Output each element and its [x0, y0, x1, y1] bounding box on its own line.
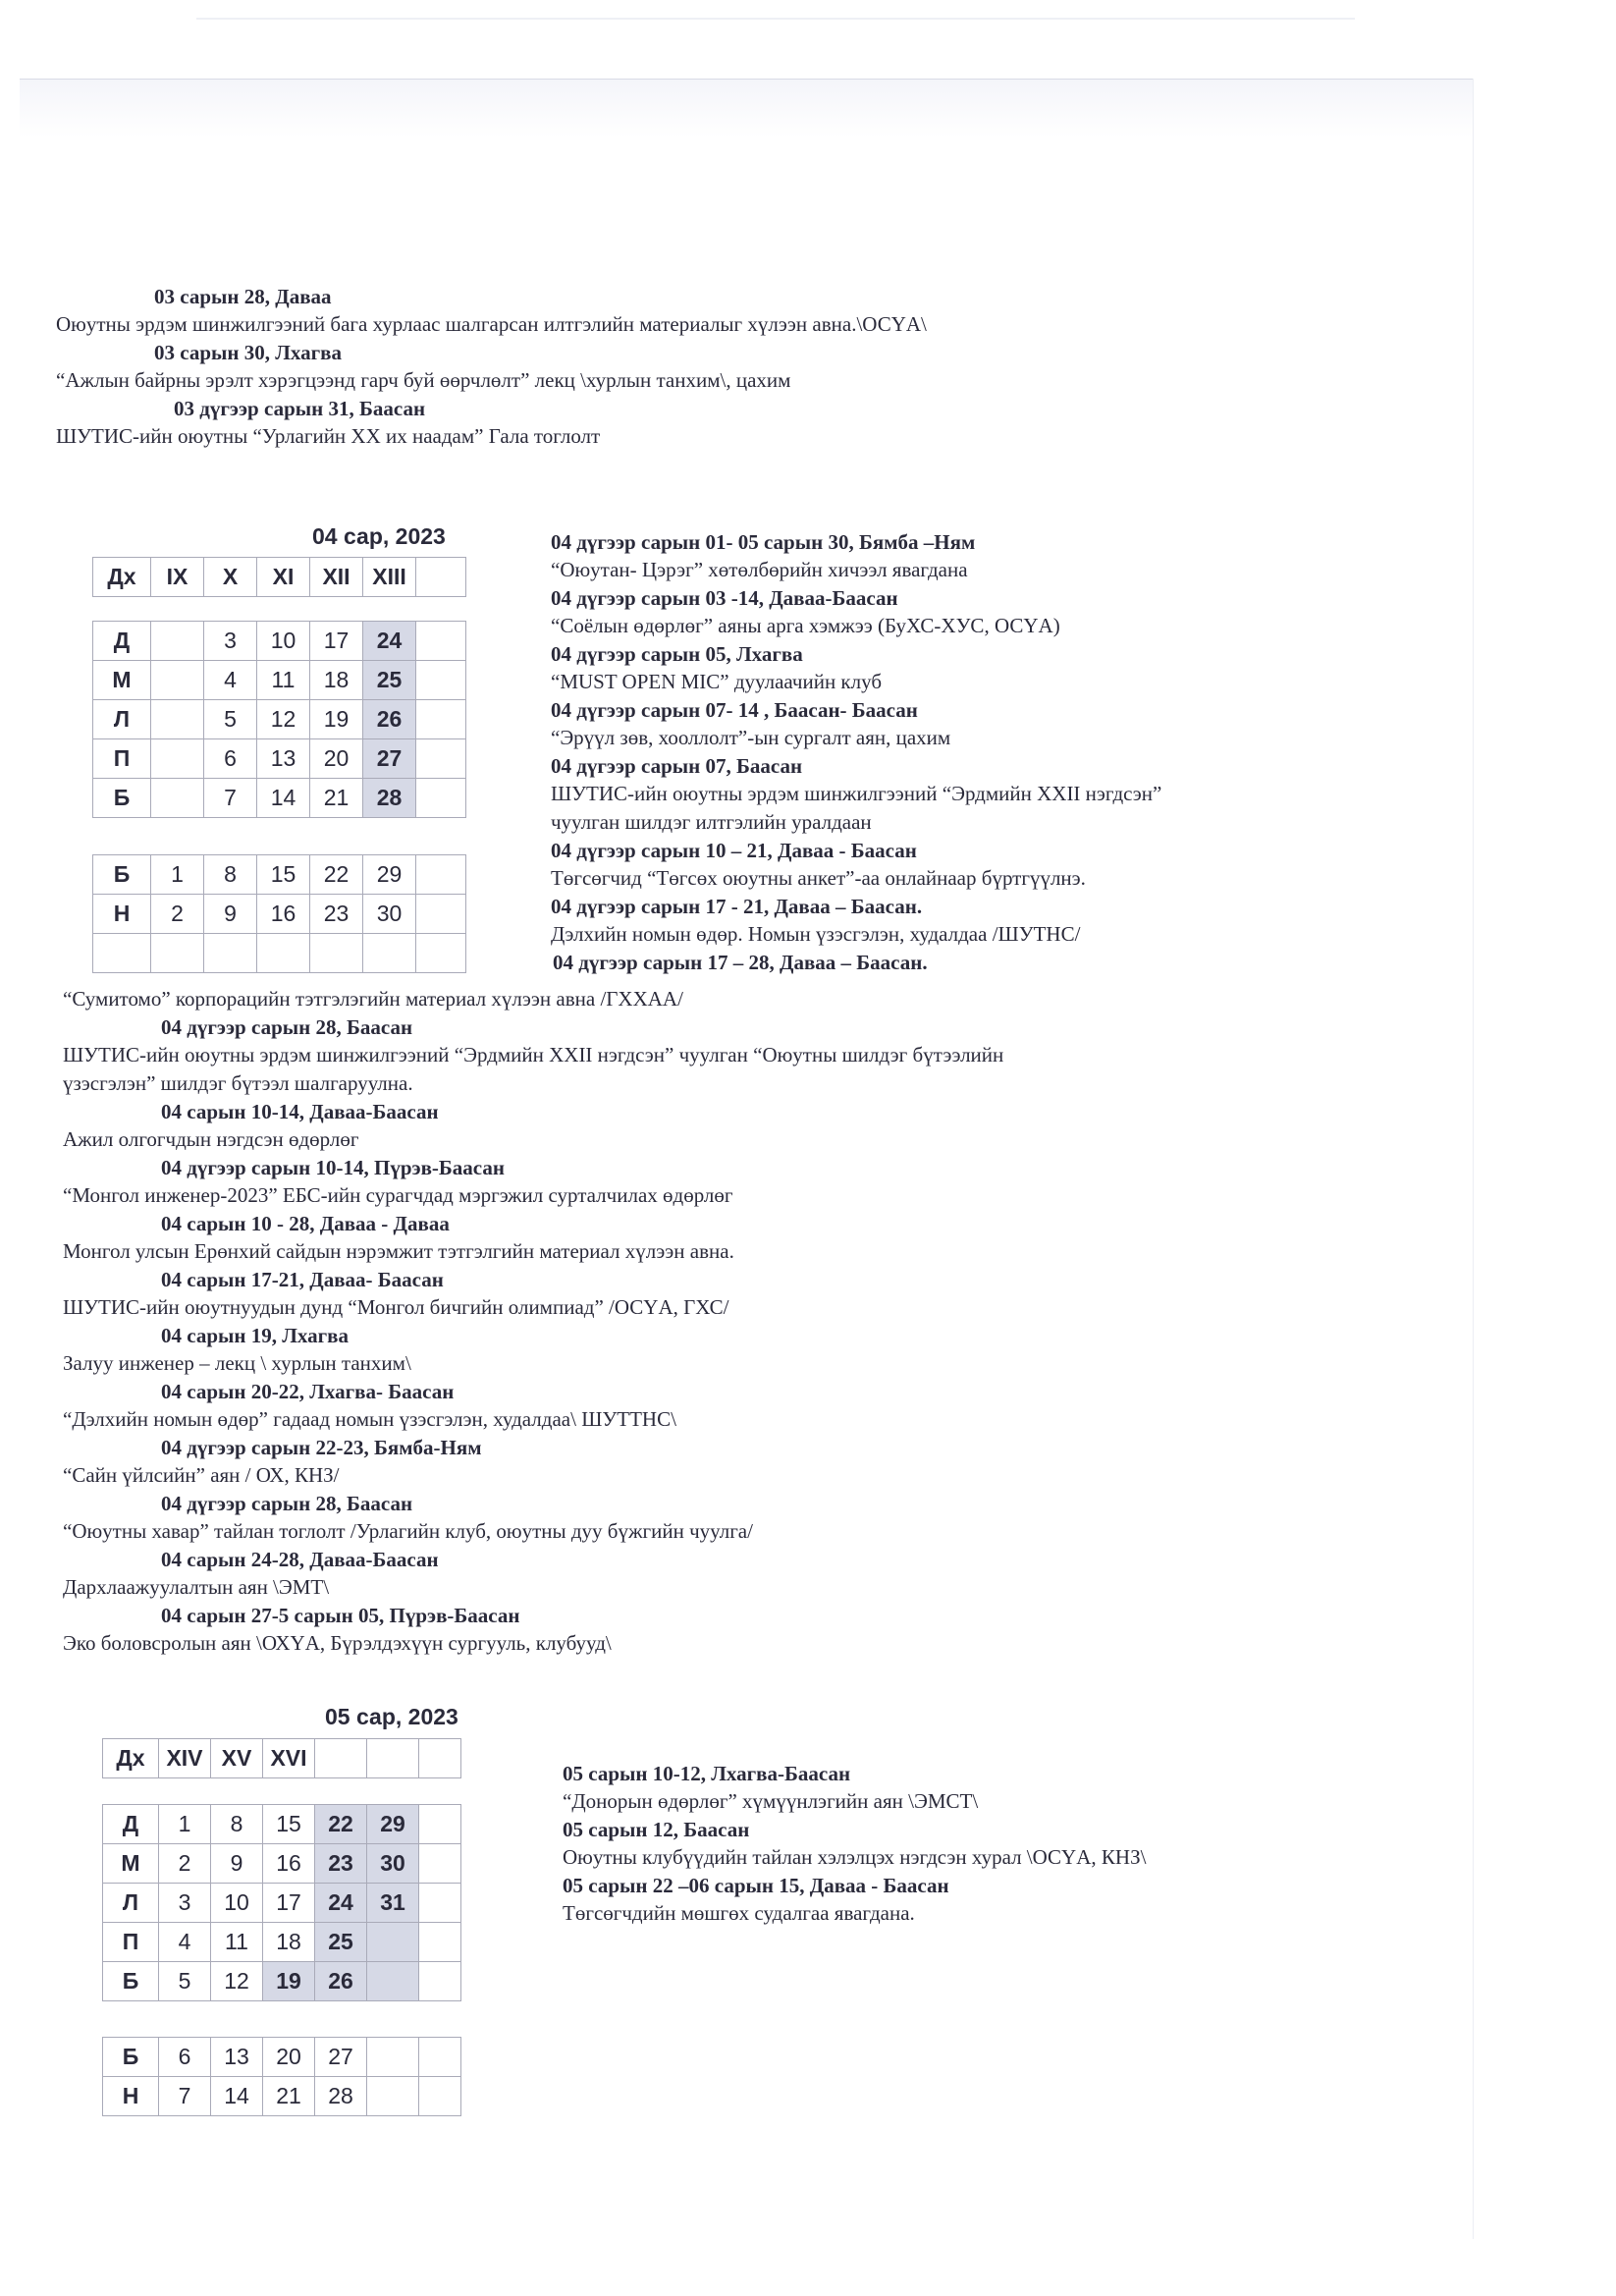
event-date: 04 дүгээр сарын 17 – 28, Даваа – Баасан. [553, 951, 928, 974]
calendar-row [93, 895, 466, 934]
event-text: Ажил олгогчдын нэгдсэн өдөрлөг [63, 1127, 359, 1151]
calendar-row [103, 1923, 461, 1962]
event-date: 03 сарын 28, Даваа [154, 285, 332, 308]
event-text: ШУТИС-ийн оюутны эрдэм шинжилгээний “Эрдмийн XXII нэгдсэн” [551, 782, 1162, 805]
calendar-cell: 14 [257, 779, 310, 818]
may-weekdays-grid [102, 1804, 461, 2001]
calendar-cell [416, 779, 466, 818]
event-text: “Монгол инженер-2023” ЕБС-ийн сурагчдад мэргэжил сурталчилах өдөрлөг [63, 1183, 733, 1207]
event-text: ШУТИС-ийн оюутнуудын дунд “Монгол бичгийн олимпиад” /ОСҮА, ГХС/ [63, 1295, 729, 1319]
event-text: Монгол улсын Ерөнхий сайдын нэрэмжит тэтгэлгийн материал хүлээн авна. [63, 1239, 734, 1263]
calendar-cell: 3 [204, 622, 257, 661]
event-text: Дархлаажуулалтын аян \ЭМТ\ [63, 1575, 330, 1599]
scan-artifact [196, 18, 1355, 20]
calendar-row [93, 855, 466, 895]
event-text: Залуу инженер – лекц \ хурлын танхим\ [63, 1351, 411, 1375]
event-date: 03 дүгээр сарын 31, Баасан [174, 397, 426, 420]
scan-edge [20, 79, 1473, 80]
calendar-cell [310, 934, 363, 973]
calendar-row [93, 934, 466, 973]
event-text: Дэлхийн номын өдөр. Номын үзэсгэлэн, худалдаа /ШУТНС/ [551, 922, 1081, 946]
event-date: 03 сарын 30, Лхагва [154, 341, 342, 364]
calendar-cell: 27 [363, 739, 416, 779]
calendar-cell: 26 [363, 700, 416, 739]
calendar-cell: 28 [363, 779, 416, 818]
calendar-cell: 13 [211, 2038, 263, 2077]
april-right-events [551, 528, 1533, 976]
calendar-cell: Н [93, 895, 151, 934]
calendar-cell: П [103, 1923, 159, 1962]
event-date: 05 сарын 10-12, Лхагва-Баасан [563, 1762, 851, 1785]
calendar-row [93, 739, 466, 779]
calendar-row [93, 622, 466, 661]
calendar-cell: 8 [211, 1805, 263, 1844]
calendar-cell: 21 [263, 2077, 315, 2116]
calendar-cell: 22 [315, 1805, 367, 1844]
april-bottom-events [63, 985, 1437, 1658]
calendar-cell: 19 [310, 700, 363, 739]
calendar-cell [416, 739, 466, 779]
calendar-cell: 1 [151, 855, 204, 895]
calendar-header-cell: Дх [93, 558, 151, 597]
calendar-cell: 12 [211, 1962, 263, 2001]
calendar-cell: П [93, 739, 151, 779]
calendar-cell: 22 [310, 855, 363, 895]
calendar-cell: 16 [257, 895, 310, 934]
calendar-cell [367, 1923, 419, 1962]
calendar-cell: 7 [159, 2077, 211, 2116]
event-date: 04 сарын 10-14, Даваа-Баасан [161, 1100, 439, 1123]
march-events [56, 283, 1430, 451]
event-date: 04 сарын 10 - 28, Даваа - Даваа [161, 1212, 450, 1235]
calendar-cell [419, 1962, 461, 2001]
calendar-cell: 23 [315, 1844, 367, 1884]
calendar-cell: 21 [310, 779, 363, 818]
calendar-header-cell: XVI [263, 1739, 315, 1778]
event-text: “Оюутны хавар” тайлан тоглолт /Урлагийн клуб, оюутны дуу бүжгийн чуулга/ [63, 1519, 753, 1543]
calendar-cell: 16 [263, 1844, 315, 1884]
calendar-cell [151, 779, 204, 818]
calendar-cell: 6 [204, 739, 257, 779]
calendar-cell: Д [93, 622, 151, 661]
calendar-cell: 23 [310, 895, 363, 934]
event-text: “Сумитомо” корпорацийн тэтгэлэгийн материал хүлээн авна /ГХХАА/ [63, 987, 683, 1011]
calendar-cell: 30 [363, 895, 416, 934]
calendar-header-cell: XI [257, 558, 310, 597]
calendar-header-cell: XV [211, 1739, 263, 1778]
calendar-cell [151, 700, 204, 739]
may-calendar-title: 05 сар, 2023 [325, 1704, 458, 1729]
event-text: үзэсгэлэн” шилдэг бүтээл шалгаруулна. [63, 1071, 413, 1095]
event-date: 04 сарын 24-28, Даваа-Баасан [161, 1548, 439, 1571]
calendar-row [103, 1805, 461, 1844]
calendar-cell [151, 661, 204, 700]
calendar-cell: 4 [204, 661, 257, 700]
calendar-cell [367, 1962, 419, 2001]
calendar-cell: 14 [211, 2077, 263, 2116]
april-calendar-title: 04 сар, 2023 [312, 523, 446, 549]
calendar-cell [419, 1844, 461, 1884]
event-date: 04 дүгээр сарын 10 – 21, Даваа - Баасан [551, 839, 917, 862]
calendar-cell: 3 [159, 1884, 211, 1923]
event-text: “Эрүүл зөв, хооллолт”-ын сургалт аян, цахим [551, 726, 951, 749]
calendar-header-cell: IX [151, 558, 204, 597]
calendar-cell: 27 [315, 2038, 367, 2077]
calendar-cell: 18 [263, 1923, 315, 1962]
calendar-cell: 12 [257, 700, 310, 739]
calendar-cell [419, 1923, 461, 1962]
calendar-cell: 17 [310, 622, 363, 661]
calendar-cell: 5 [204, 700, 257, 739]
calendar-cell: 2 [151, 895, 204, 934]
may-events [563, 1760, 1544, 1928]
event-date: 04 дүгээр сарын 28, Баасан [161, 1492, 413, 1515]
calendar-row [103, 1844, 461, 1884]
calendar-header-row [93, 558, 466, 597]
event-date: 04 дүгээр сарын 07- 14 , Баасан- Баасан [551, 698, 918, 722]
calendar-cell: Н [103, 2077, 159, 2116]
calendar-header-cell [315, 1739, 367, 1778]
calendar-cell: 4 [159, 1923, 211, 1962]
scan-shadow [20, 79, 1473, 137]
calendar-cell: 7 [204, 779, 257, 818]
event-date: 04 дүгээр сарын 07, Баасан [551, 754, 803, 778]
calendar-cell: 6 [159, 2038, 211, 2077]
april-weekdays-grid [92, 621, 466, 818]
calendar-row [103, 1884, 461, 1923]
calendar-cell [93, 934, 151, 973]
event-text: “Донорын өдөрлөг” хүмүүнлэгийн аян \ЭМСТ\ [563, 1789, 979, 1813]
may-weekend-grid [102, 2037, 461, 2116]
calendar-cell: 30 [367, 1844, 419, 1884]
calendar-header-cell: Дх [103, 1739, 159, 1778]
calendar-header-row [103, 1739, 461, 1778]
calendar-row [103, 1962, 461, 2001]
event-text: “Дэлхийн номын өдөр” гадаад номын үзэсгэлэн, худалдаа\ ШУТТНС\ [63, 1407, 676, 1431]
calendar-row [103, 2077, 461, 2116]
calendar-header-cell [367, 1739, 419, 1778]
calendar-cell: 29 [367, 1805, 419, 1844]
calendar-cell: М [93, 661, 151, 700]
calendar-cell: 11 [257, 661, 310, 700]
event-date: 05 сарын 22 –06 сарын 15, Даваа - Баасан [563, 1874, 949, 1897]
event-text: “Соёлын өдөрлөг” аяны арга хэмжээ (БуХС-ХУС, ОСҮА) [551, 614, 1060, 637]
event-date: 04 сарын 20-22, Лхагва- Баасан [161, 1380, 455, 1403]
calendar-header-cell: XII [310, 558, 363, 597]
event-date: 04 дүгээр сарын 01- 05 сарын 30, Бямба –Ням [551, 530, 976, 554]
event-date: 04 дүгээр сарын 17 - 21, Даваа – Баасан. [551, 895, 923, 918]
calendar-cell [367, 2077, 419, 2116]
event-text: “Ажлын байрны эрэлт хэрэгцээнд гарч буй өөрчлөлт” лекц \хурлын танхим\, цахим [56, 368, 791, 392]
calendar-cell: 13 [257, 739, 310, 779]
calendar-cell [419, 1884, 461, 1923]
event-text: чуулган шилдэг илтгэлийн уралдаан [551, 810, 872, 834]
calendar-cell [151, 934, 204, 973]
april-weekend-grid [92, 854, 466, 973]
calendar-cell: 20 [263, 2038, 315, 2077]
calendar-cell [419, 2038, 461, 2077]
april-week-header [92, 557, 466, 597]
event-date: 04 дүгээр сарын 22-23, Бямба-Ням [161, 1436, 482, 1459]
calendar-cell [419, 2077, 461, 2116]
event-text: Төгсөгчдийн мөшгөх судалгаа явагдана. [563, 1901, 915, 1925]
calendar-cell: Б [93, 779, 151, 818]
calendar-row [103, 2038, 461, 2077]
calendar-cell: 9 [204, 895, 257, 934]
calendar-cell: 2 [159, 1844, 211, 1884]
calendar-cell: 25 [315, 1923, 367, 1962]
may-week-header [102, 1738, 461, 1778]
calendar-cell [257, 934, 310, 973]
calendar-cell [151, 622, 204, 661]
event-text: “MUST OPEN MIC” дуулаачийн клуб [551, 670, 883, 693]
calendar-cell: 29 [363, 855, 416, 895]
event-text: “Сайн үйлсийн” аян / ОХ, КНЗ/ [63, 1463, 340, 1487]
calendar-cell [151, 739, 204, 779]
calendar-row [93, 700, 466, 739]
calendar-cell [416, 661, 466, 700]
calendar-cell: Б [93, 855, 151, 895]
event-date: 04 сарын 17-21, Даваа- Баасан [161, 1268, 444, 1291]
calendar-cell: 25 [363, 661, 416, 700]
calendar-cell: Л [93, 700, 151, 739]
calendar-cell: 28 [315, 2077, 367, 2116]
calendar-cell: 19 [263, 1962, 315, 2001]
calendar-cell [363, 934, 416, 973]
event-date: 04 дүгээр сарын 05, Лхагва [551, 642, 803, 666]
calendar-cell: Д [103, 1805, 159, 1844]
calendar-cell: 10 [211, 1884, 263, 1923]
event-date: 04 дүгээр сарын 10-14, Пүрэв-Баасан [161, 1156, 505, 1179]
event-text: Оюутны эрдэм шинжилгээний бага хурлаас шалгарсан илтгэлийн материалыг хүлээн авна.\ОСҮА\ [56, 312, 927, 336]
calendar-cell: 31 [367, 1884, 419, 1923]
calendar-row [93, 779, 466, 818]
event-text: Эко боловсролын аян \ОХҮА, Бүрэлдэхүүн сургууль, клубууд\ [63, 1631, 612, 1655]
calendar-cell: 24 [315, 1884, 367, 1923]
event-date: 04 сарын 27-5 сарын 05, Пүрэв-Баасан [161, 1604, 520, 1627]
calendar-cell: 24 [363, 622, 416, 661]
calendar-header-cell: XIII [363, 558, 416, 597]
calendar-cell: 11 [211, 1923, 263, 1962]
calendar-cell: М [103, 1844, 159, 1884]
calendar-cell: 17 [263, 1884, 315, 1923]
event-text: ШУТИС-ийн оюутны “Урлагийн ХХ их наадам” Гала тоглолт [56, 424, 601, 448]
calendar-cell [416, 622, 466, 661]
calendar-cell: Л [103, 1884, 159, 1923]
calendar-cell: Б [103, 1962, 159, 2001]
calendar-cell: 15 [263, 1805, 315, 1844]
event-date: 04 дүгээр сарын 28, Баасан [161, 1015, 413, 1039]
calendar-cell [416, 855, 466, 895]
calendar-cell [416, 934, 466, 973]
calendar-cell: 1 [159, 1805, 211, 1844]
event-text: Оюутны клубүүдийн тайлан хэлэлцэх нэгдсэн хурал \ОСҮА, КНЗ\ [563, 1845, 1147, 1869]
event-date: 05 сарын 12, Баасан [563, 1818, 750, 1841]
calendar-cell [416, 895, 466, 934]
calendar-header-cell: X [204, 558, 257, 597]
calendar-cell: 18 [310, 661, 363, 700]
calendar-cell [367, 2038, 419, 2077]
event-date: 04 сарын 19, Лхагва [161, 1324, 349, 1347]
calendar-header-cell: XIV [159, 1739, 211, 1778]
event-text: “Оюутан- Цэрэг” хөтөлбөрийн хичээл явагдана [551, 558, 968, 581]
calendar-cell: 26 [315, 1962, 367, 2001]
event-date: 04 дүгээр сарын 03 -14, Даваа-Баасан [551, 586, 898, 610]
calendar-cell: 15 [257, 855, 310, 895]
calendar-row [93, 661, 466, 700]
event-text: Төгсөгчид “Төгсөх оюутны анкет”-аа онлайнаар бүртгүүлнэ. [551, 866, 1086, 890]
event-text: ШУТИС-ийн оюутны эрдэм шинжилгээний “Эрдмийн XXII нэгдсэн” чуулган “Оюутны шилдэг бүтээлийн [63, 1043, 1004, 1066]
calendar-cell: 9 [211, 1844, 263, 1884]
calendar-cell: 10 [257, 622, 310, 661]
calendar-cell [204, 934, 257, 973]
calendar-cell [419, 1805, 461, 1844]
calendar-cell: 20 [310, 739, 363, 779]
calendar-header-cell [419, 1739, 461, 1778]
calendar-cell: 5 [159, 1962, 211, 2001]
calendar-cell: Б [103, 2038, 159, 2077]
calendar-cell [416, 700, 466, 739]
calendar-header-cell [416, 558, 466, 597]
calendar-cell: 8 [204, 855, 257, 895]
